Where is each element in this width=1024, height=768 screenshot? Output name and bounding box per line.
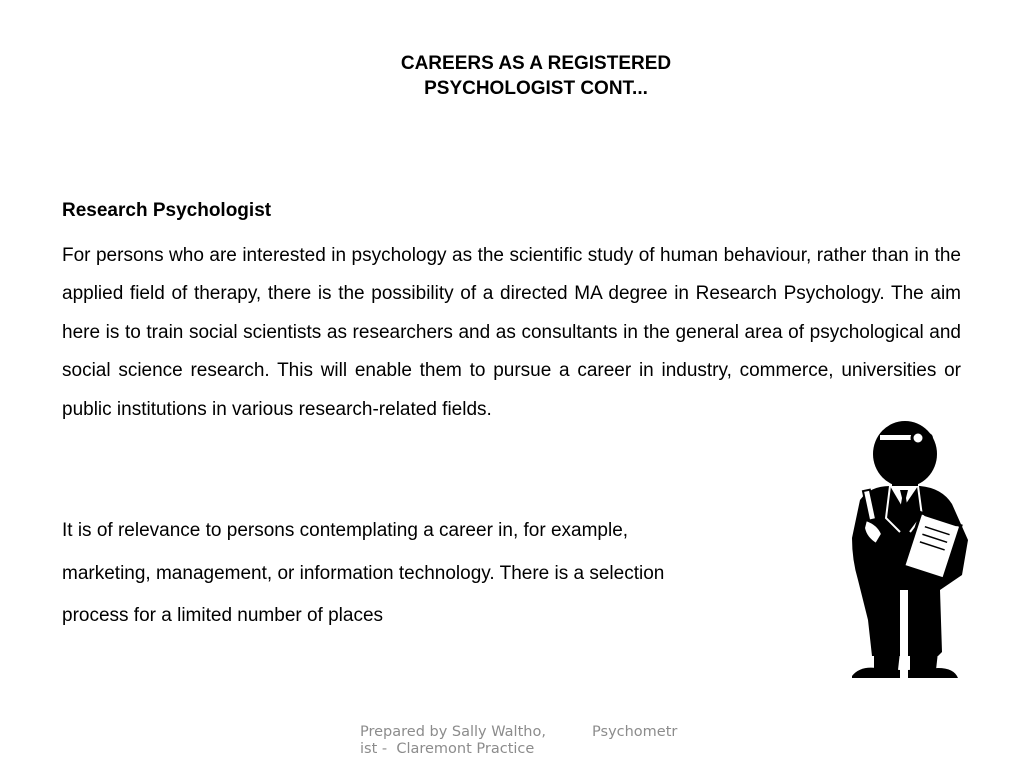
section-heading: Research Psychologist <box>62 200 272 221</box>
relevance-line-1: It is of relevance to persons contemplating a career in, for example, <box>62 520 629 541</box>
relevance-line-3: process for a limited number of places <box>62 605 384 626</box>
slide-title-line-1: CAREERS AS A REGISTERED <box>400 53 672 74</box>
relevance-line-2: marketing, management, or information technology. There is a selection <box>62 563 665 584</box>
footer-line-2: ist - Claremont Practice <box>360 741 535 757</box>
footer <box>360 724 678 758</box>
slide-title-line-2: PSYCHOLOGIST CONT... <box>424 78 648 99</box>
businessman-with-clipboard-icon <box>830 420 970 682</box>
body-paragraph: For persons who are interested in psychology as the scientific study of human behaviour, rather than in the applied field of therapy, there is the possibility of a directed MA degree in Research Psychology. The aim here is to train social scientists as researchers and as consultants in the general area of psychological and social science research. This will enable them to pursue a career in industry, commerce, universities or public institutions in various research-related fields. <box>62 245 961 420</box>
footer-line-1: Prepared by Sally Waltho, Psychometr <box>360 724 678 740</box>
slide-title <box>312 51 760 101</box>
